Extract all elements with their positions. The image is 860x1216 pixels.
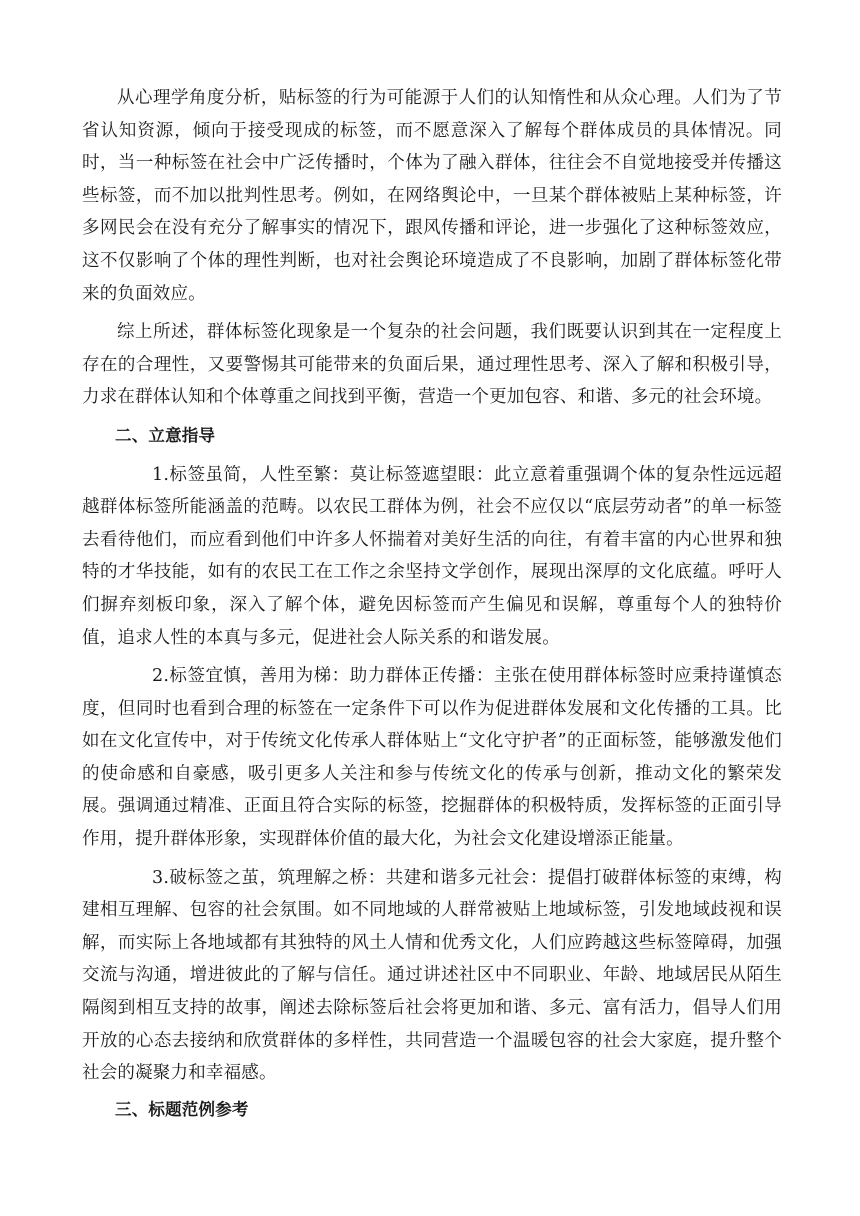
list-item-number: 2. [152, 666, 170, 687]
list-item-guidance-1 [82, 459, 782, 655]
section-heading-title-examples: 三、标题范例参考 [115, 1099, 249, 1119]
list-item-text: 破标签之茧，筑理解之桥：共建和谐多元社会：提倡打破群体标签的束缚，构建相互理解、包容的社会氛围。如不同地域的人群常被贴上地域标签，引发地域歧视和误解，而实际上各地域都有其独特的风土人情和优秀文化，人们应跨越这些标签障碍，加强交流与沟通，增进彼此的了解与信任。通过讲述社区中不同职业、年龄、地域居民从陌生隔阂到相互支持的故事，阐述去除标签后社会将更加和谐、多元、富有活力，倡导人们用开放的心态去接纳和欣赏群体的多样性，共同营造一个温暖包容的社会大家庭，提升整个社会的凝聚力和幸福感。 [82, 867, 782, 1084]
list-item-guidance-2 [82, 660, 782, 856]
paragraph-summary: 综上所述，群体标签化现象是一个复杂的社会问题，我们既要认识到其在一定程度上存在的合理性，又要警惕其可能带来的负面后果，通过理性思考、深入了解和积极引导，力求在群体认知和个体尊重之间找到平衡，营造一个更加包容、和谐、多元的社会环境。 [82, 322, 782, 408]
document-page [82, 82, 782, 1132]
list-item-number: 1. [152, 464, 170, 485]
section-heading-guidance: 二、立意指导 [115, 425, 216, 445]
list-item-text: 标签虽简，人性至繁：莫让标签遮望眼：此立意着重强调个体的复杂性远远超越群体标签所能涵盖的范畴。以农民工群体为例，社会不应仅以“底层劳动者”的单一标签去看待他们，而应看到他们中许多人怀揣着对美好生活的向往，有着丰富的内心世界和独特的才华技能，如有的农民工在工作之余坚持文学创作，展现出深厚的文化底蕴。呼吁人们摒弃刻板印象，深入了解个体，避免因标签而产生偏见和误解，尊重每个人的独特价值，追求人性的本真与多元，促进社会人际关系的和谐发展。 [82, 464, 782, 648]
list-item-number: 3. [152, 867, 170, 888]
paragraph-cognitive-analysis: 从心理学角度分析，贴标签的行为可能源于人们的认知惰性和从众心理。人们为了节省认知资源，倾向于接受现成的标签，而不愿意深入了解每个群体成员的具体情况。同时，当一种标签在社会中广泛传播时，个体为了融入群体，往往会不自觉地接受并传播这些标签，而不加以批判性思考。例如，在网络舆论中，一旦某个群体被贴上某种标签，许多网民会在没有充分了解事实的情况下，跟风传播和评论，进一步强化了这种标签效应，这不仅影响了个体的理性判断，也对社会舆论环境造成了不良影响，加剧了群体标签化带来的负面效应。 [82, 88, 782, 304]
list-item-text: 标签宜慎，善用为梯：助力群体正传播：主张在使用群体标签时应秉持谨慎态度，但同时也看到合理的标签在一定条件下可以作为促进群体发展和文化传播的工具。比如在文化宣传中，对于传统文化传承人群体贴上“文化守护者”的正面标签，能够激发他们的使命感和自豪感，吸引更多人关注和参与传统文化的传承与创新，推动文化的繁荣发展。强调通过精准、正面且符合实际的标签，挖掘群体的积极特质，发挥标签的正面引导作用，提升群体形象，实现群体价值的最大化，为社会文化建设增添正能量。 [82, 666, 782, 850]
list-item-guidance-3 [82, 862, 782, 1090]
